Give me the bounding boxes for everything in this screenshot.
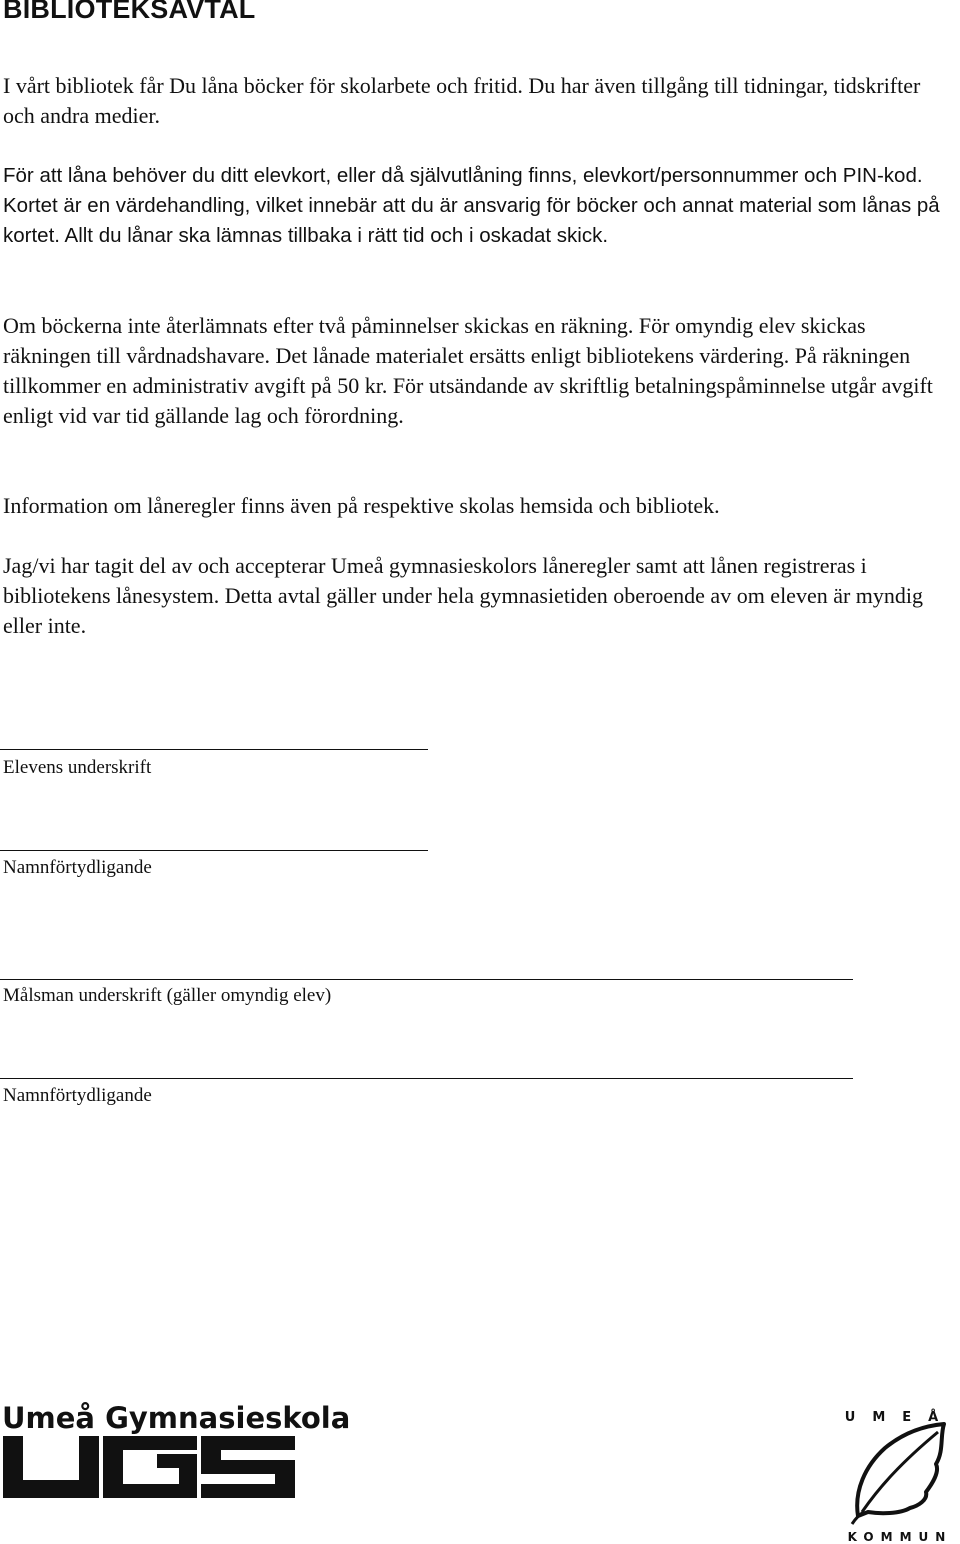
umea-text: UMEÅ (844, 1410, 956, 1425)
umea-kommun-logo (840, 1396, 960, 1544)
paragraph-information: Information om låneregler finns även på respektive skolas hemsida och bibliotek. (3, 493, 720, 518)
kommun-text: KOMMUN (847, 1530, 953, 1544)
guardian-name-label: Namnförtydligande (3, 1085, 152, 1106)
ugs-mark (3, 1436, 295, 1498)
guardian-name-line[interactable] (0, 1078, 853, 1079)
student-signature-line[interactable] (0, 749, 428, 750)
guardian-signature-label: Målsman underskrift (gäller omyndig elev) (3, 985, 332, 1006)
paragraph-intro: I vårt bibliotek får Du låna böcker för skolarbete och fritid. Du har även tillgång till tidningar, tidskrifter och andra medier. (3, 73, 921, 128)
paragraph-reminders: Om böckerna inte återlämnats efter två påminnelser skickas en räkning. För omyndig elev skickas räkningen till vårdnadshavare. Det lånade materialet ersätts enligt bibliotekens värdering. På räkningen tillkommer en administrativ avgift på 50 kr. För utsändande av skriftlig betalningspåminnelse utgår avgift enligt vid var tid gällande lag och förordning. (3, 313, 933, 428)
document-title: BIBLIOTEKSAVTAL (3, 0, 256, 24)
birch-leaf-icon (852, 1424, 944, 1524)
guardian-signature-line[interactable] (0, 979, 853, 980)
paragraph-acceptance: Jag/vi har tagit del av och accepterar Umeå gymnasieskolors låneregler samt att lånen registreras i bibliotekens lånesystem. Detta avtal gäller under hela gymnasietiden oberoende av om eleven är myndig eller inte. (3, 553, 924, 638)
student-name-label: Namnförtydligande (3, 857, 152, 878)
school-name-text: Umeå Gymnasieskola (2, 1401, 351, 1435)
student-signature-label: Elevens underskrift (3, 757, 152, 778)
student-name-line[interactable] (0, 850, 428, 851)
paragraph-loan-card: För att låna behöver du ditt elevkort, eller då självutlåning finns, elevkort/personnummer och PIN-kod. Kortet är en värdehandling, vilket innebär att du är ansvarig för böcker och annat material som lånas på kortet. Allt du lånar ska lämnas tillbaka i rätt tid och i oskadat skick. (3, 164, 940, 247)
umea-gymnasieskola-logo (0, 1396, 351, 1506)
